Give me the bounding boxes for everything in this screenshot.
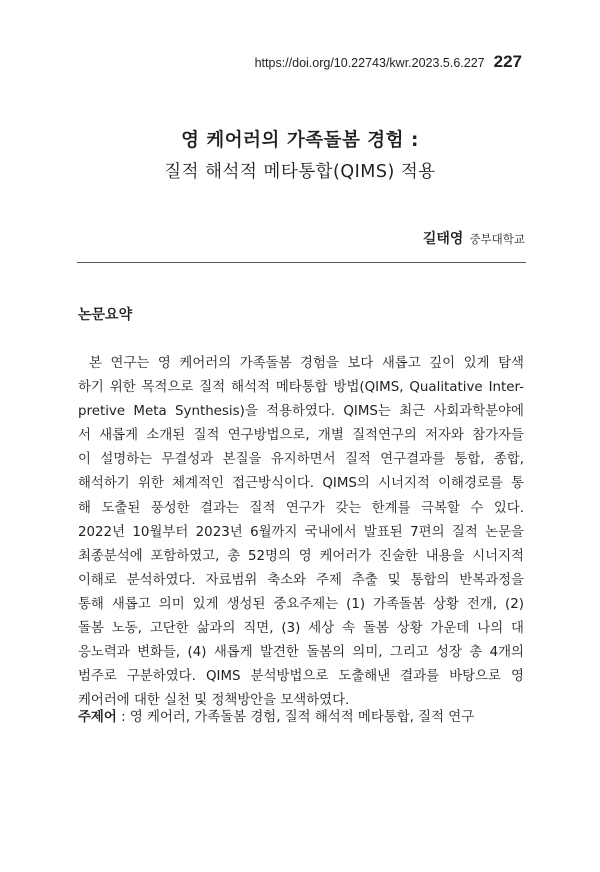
abstract-line: 하기 위한 목적으로 질적 해석적 메타통합 방법(QIMS, Qualitative Inter- xyxy=(78,380,524,396)
doi-link[interactable]: https://doi.org/10.22743/kwr.2023.5.6.227 xyxy=(254,56,485,70)
keywords-label: 주제어 xyxy=(78,710,117,725)
abstract-line: 서 새롭게 소개된 질적 연구방법으로, 개별 질적연구의 저자와 참가자들 xyxy=(78,428,524,444)
page-number: 227 xyxy=(493,52,522,71)
page-header xyxy=(255,52,522,72)
author-affiliation: 중부대학교 xyxy=(469,232,525,246)
abstract-body xyxy=(78,352,524,713)
abstract-line: pretive Meta Synthesis)을 적용하였다. QIMS는 최근 사회과학분야에 xyxy=(78,404,524,420)
keywords-text: 영 케어러, 가족돌봄 경험, 질적 해석적 메타통합, 질적 연구 xyxy=(129,710,475,725)
abstract-line: 케어러에 대한 실천 및 정책방안을 모색하였다. xyxy=(78,693,350,709)
author-name: 길태영 xyxy=(422,231,464,247)
keywords-separator: : xyxy=(116,710,130,725)
keywords xyxy=(78,706,474,725)
author-line xyxy=(423,228,525,248)
abstract-line: 이 설명하는 무결성과 본질을 유지하면서 질적 연구결과를 통합, 종합, xyxy=(78,452,524,468)
abstract-line: 2022년 10월부터 2023년 6월까지 국내에서 발표된 7편의 질적 논문을 xyxy=(78,524,524,540)
divider xyxy=(77,262,526,263)
abstract-line: 본 연구는 영 케어러의 가족돌봄 경험을 보다 새롭고 깊이 있게 탐색 xyxy=(89,356,524,371)
paper-subtitle: 질적 해석적 메타통합(QIMS) 적용 xyxy=(164,162,436,182)
abstract-line: 최종분석에 포함하였고, 총 52명의 영 케어러가 진술한 내용을 시너지적 xyxy=(78,548,524,564)
abstract-heading: 논문요약 xyxy=(78,307,133,323)
abstract-line: 범주로 구분하였다. QIMS 분석방법으로 도출해낸 결과를 바탕으로 영 xyxy=(78,669,524,685)
abstract-line: 해 도출된 풍성한 결과는 질적 연구가 갖는 한계를 극복할 수 있다. xyxy=(78,500,524,516)
abstract-line: 통해 새롭고 의미 있게 생성된 중요주제는 (1) 가족돌봄 상황 전개, (2) xyxy=(78,596,524,612)
paper-title: 영 케어러의 가족돌봄 경험 : xyxy=(181,130,419,151)
abstract-line: 해석하기 위한 체계적인 접근방식이다. QIMS의 시너지적 이해경로를 통 xyxy=(78,476,524,492)
abstract-line: 응노력과 변화들, (4) 새롭게 발견한 돌봄의 의미, 그리고 성장 총 4개의 xyxy=(78,645,524,661)
abstract-line: 이해로 분석하였다. 자료범위 축소와 주제 추출 및 통합의 반복과정을 xyxy=(78,572,524,588)
abstract-line: 돌봄 노동, 고단한 삶과의 직면, (3) 세상 속 돌봄 상황 가운데 나의 대 xyxy=(78,621,524,637)
